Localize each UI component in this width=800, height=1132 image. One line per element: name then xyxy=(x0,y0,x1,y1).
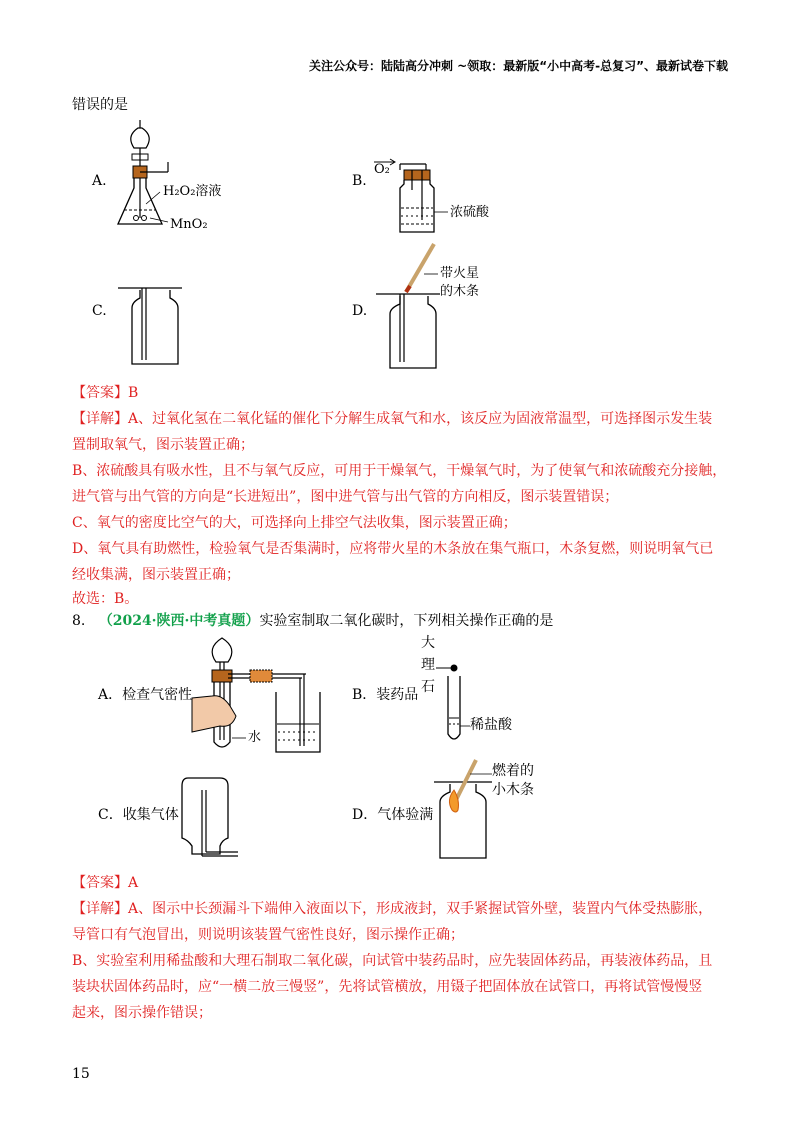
answer-label: 【答案】 xyxy=(72,875,128,891)
q8-d-label-line1: 燃着的 xyxy=(492,763,534,779)
q8-d-label-line2: 小木条 xyxy=(492,782,534,798)
q7-explain-line-4: 进气管与出气管的方向是“长进短出”，图中进气管与出气管的方向相反，图示装置错误； xyxy=(72,489,619,505)
q8-option-a-text: A．检查气密性 xyxy=(98,687,193,703)
q7-stem-tail: 错误的是 xyxy=(72,97,128,113)
q7-option-d-gasjar-splint-figure xyxy=(376,244,446,370)
q8-explain-line-5: 起来，图示操作错误； xyxy=(72,1005,212,1021)
q7-explain-line-8: 故选：B。 xyxy=(72,591,139,607)
explain-text: A、图示中长颈漏斗下端伸入液面以下，形成液封，双手紧握试管外壁，装置内气体受热膨胀， xyxy=(128,901,713,917)
q7-d-label-line2: 的木条 xyxy=(440,284,480,299)
q8-explain-line-2: 导管口有气泡冒出，则说明该装置气密性良好，图示操作正确； xyxy=(72,927,464,943)
q8-explain-line-4: 装块状固体药品时，应“一横二放三慢竖”，先将试管横放，用镊子把固体放在试管口，再将试管慢慢竖 xyxy=(72,979,703,995)
q7-option-c-letter: C. xyxy=(92,303,107,319)
explain-label: 【详解】 xyxy=(72,901,128,917)
q7-a-label-mno2: MnO₂ xyxy=(170,217,208,232)
q7-explain-line-1 xyxy=(72,410,712,428)
q8-stem xyxy=(72,612,553,630)
q8-option-c-inverted-jar-figure xyxy=(178,776,238,860)
page-header: 关注公众号：陆陆高分冲刺 ~领取：最新版“小中高考-总复习”、最新试卷下载 xyxy=(309,59,728,73)
q7-b-label-sulfuric-acid: 浓硫酸 xyxy=(450,205,490,220)
explain-label: 【详解】 xyxy=(72,411,128,427)
q8-b-label-marble-3: 石 xyxy=(421,679,435,695)
q7-a-label-h2o2: H₂O₂溶液 xyxy=(163,184,222,199)
q8-a-label-water: 水 xyxy=(248,730,262,745)
q7-explain-line-5: C、氧气的密度比空气的大，可选择向上排空气法收集，图示装置正确； xyxy=(72,515,517,531)
q8-option-c-text: C．收集气体 xyxy=(98,807,179,823)
q7-answer-line xyxy=(72,384,138,402)
q8-source: （2024·陕西·中考真题） xyxy=(98,613,260,629)
answer-value: A xyxy=(128,875,139,891)
q8-explain-line-1 xyxy=(72,900,712,918)
q8-b-label-marble-1: 大 xyxy=(421,635,435,651)
q8-explain-line-3: B、实验室利用稀盐酸和大理石制取二氧化碳，向试管中装药品时，应先装固体药品，再装液体药品，且 xyxy=(72,953,713,969)
q8-b-label-acid: 稀盐酸 xyxy=(470,717,512,733)
q7-b-label-o2: O₂ xyxy=(374,162,390,177)
q8-option-b-text: B．装药品 xyxy=(352,687,419,703)
answer-value: B xyxy=(128,385,139,401)
q7-d-label-line1: 带火星 xyxy=(440,266,480,281)
q8-answer-line xyxy=(72,874,138,892)
q7-option-d-letter: D. xyxy=(352,303,368,319)
q7-explain-line-2: 置制取氧气，图示装置正确； xyxy=(72,437,254,453)
q8-number: 8. xyxy=(72,613,86,629)
q8-option-d-text: D．气体验满 xyxy=(352,807,434,823)
q7-option-b-letter: B. xyxy=(352,173,367,189)
q7-explain-line-3: B、浓硫酸具有吸水性，且不与氧气反应，可用于干燥氧气，干燥氧气时，为了使氧气和浓硫酸充分接触， xyxy=(72,463,727,479)
explain-text: A、过氧化氢在二氧化锰的催化下分解生成氧气和水，该反应为固液常温型，可选择图示发生装 xyxy=(128,411,713,427)
page-number: 15 xyxy=(72,1066,90,1082)
q7-explain-line-7: 经收集满，图示装置正确； xyxy=(72,567,240,583)
answer-label: 【答案】 xyxy=(72,385,128,401)
q8-stem-text: 实验室制取二氧化碳时，下列相关操作正确的是 xyxy=(259,613,554,629)
q8-b-label-marble-2: 理 xyxy=(421,657,435,673)
q7-explain-line-6: D、氧气具有助燃性，检验氧气是否集满时，应将带火星的木条放在集气瓶口，木条复燃，则说明氧气已 xyxy=(72,541,714,557)
q7-option-c-gasjar-figure xyxy=(118,282,188,370)
q7-option-a-letter: A. xyxy=(92,173,107,189)
